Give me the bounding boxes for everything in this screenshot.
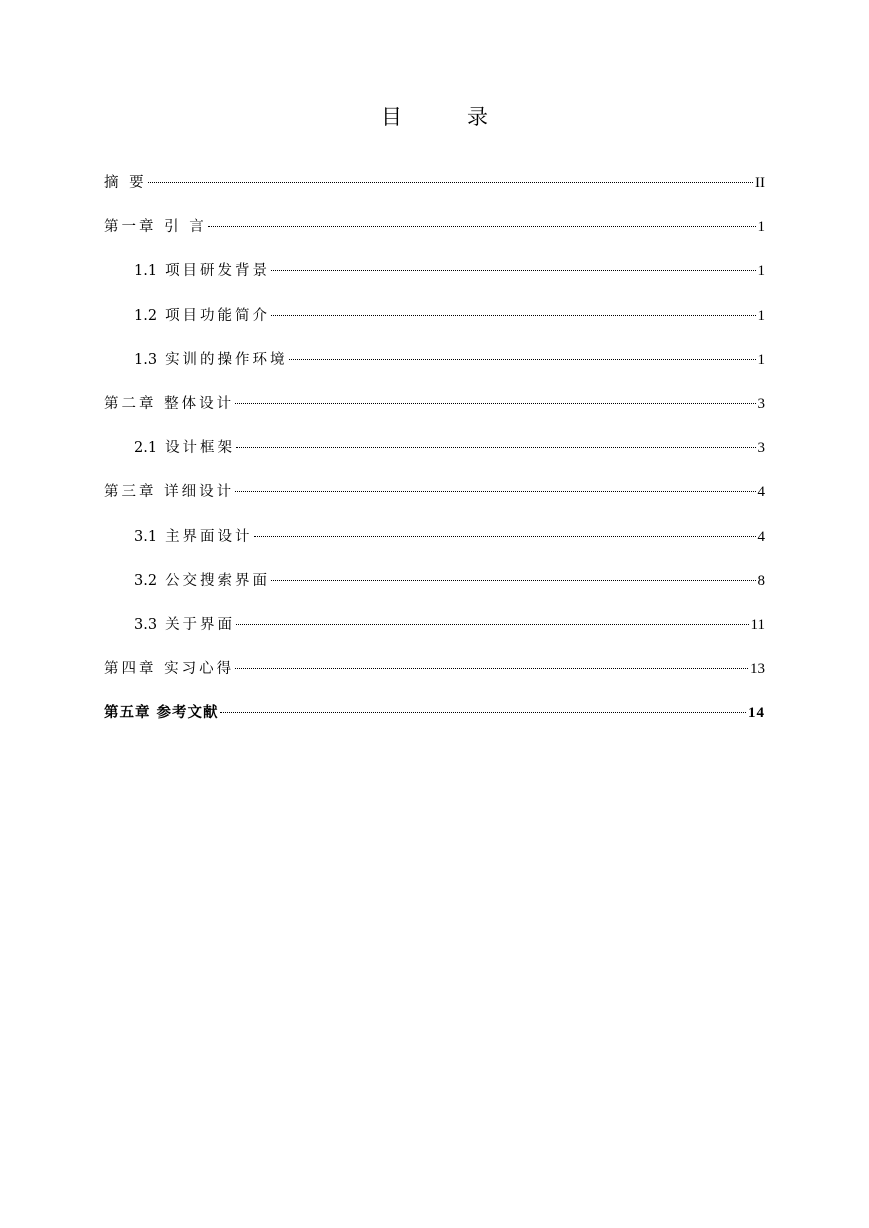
section-number: 3.2 [134,572,158,589]
toc-entry-label [134,258,270,284]
section-number: 1.3 [134,351,158,368]
toc-entry-section-3-3[interactable] [104,612,765,656]
toc-entry-label [134,347,288,373]
toc-entry-section-2-1[interactable] [104,435,765,479]
toc-entry-page: 1 [757,351,765,368]
toc-entry-label: 第五章 参考文献 [104,704,219,722]
section-title: 设计框架 [165,440,236,457]
dot-leader [271,315,755,316]
dot-leader [271,580,755,581]
toc-entry-label [134,435,235,461]
toc-entry-page: 1 [757,219,765,236]
toc-entry-section-3-2[interactable] [104,568,765,612]
toc-entry-chapter-2[interactable] [104,391,765,435]
toc-entry-label: 第四章 实习心得 [104,661,235,678]
toc-entry-page: 3 [757,395,765,412]
dot-leader [254,536,756,537]
toc-entry-page: 3 [757,440,765,457]
dot-leader [235,403,755,404]
section-title: 项目功能简介 [165,307,271,324]
toc-entry-chapter-3[interactable] [104,479,765,523]
toc-entry-page: 13 [750,661,765,678]
toc-entry-chapter-1[interactable] [104,214,765,258]
dot-leader [220,712,746,713]
toc-entry-abstract[interactable] [104,170,765,214]
toc-entry-label: 摘 要 [104,175,147,191]
section-number: 2.1 [134,440,158,457]
toc-entry-label [134,303,270,329]
table-of-contents [104,170,765,744]
dot-leader [271,270,755,271]
section-title: 项目研发背景 [165,263,271,280]
toc-entry-page: II [755,175,765,191]
section-title: 实训的操作环境 [165,351,288,368]
toc-entry-chapter-5[interactable] [104,700,765,744]
page-title: 目 录 [381,105,510,129]
section-title: 公交搜索界面 [165,572,271,589]
toc-entry-label [134,568,270,594]
section-title: 主界面设计 [165,528,253,545]
dot-leader [235,668,748,669]
toc-entry-label: 第一章 引 言 [104,219,207,236]
toc-entry-label: 第三章 详细设计 [104,484,235,501]
toc-entry-section-3-1[interactable] [104,524,765,568]
toc-entry-section-1-2[interactable] [104,303,765,347]
section-number: 1.1 [134,263,158,280]
dot-leader [235,491,755,492]
toc-entry-label [134,612,235,638]
toc-entry-page: 1 [757,263,765,280]
toc-entry-page: 4 [757,484,765,501]
toc-entry-section-1-1[interactable] [104,258,765,302]
toc-entry-chapter-4[interactable] [104,656,765,700]
section-number: 3.3 [134,616,158,633]
dot-leader [236,447,755,448]
toc-entry-page: 4 [757,528,765,545]
dot-leader [148,182,753,183]
dot-leader [289,359,756,360]
toc-entry-page: 8 [757,572,765,589]
dot-leader [236,624,748,625]
section-number: 3.1 [134,528,158,545]
toc-entry-section-1-3[interactable] [104,347,765,391]
section-title: 关于界面 [165,616,236,633]
toc-entry-page: 11 [750,616,765,633]
section-number: 1.2 [134,307,158,324]
toc-entry-label [134,524,253,550]
toc-entry-label: 第二章 整体设计 [104,395,235,412]
dot-leader [208,226,756,227]
toc-entry-page: 14 [748,705,765,722]
toc-entry-page: 1 [757,307,765,324]
